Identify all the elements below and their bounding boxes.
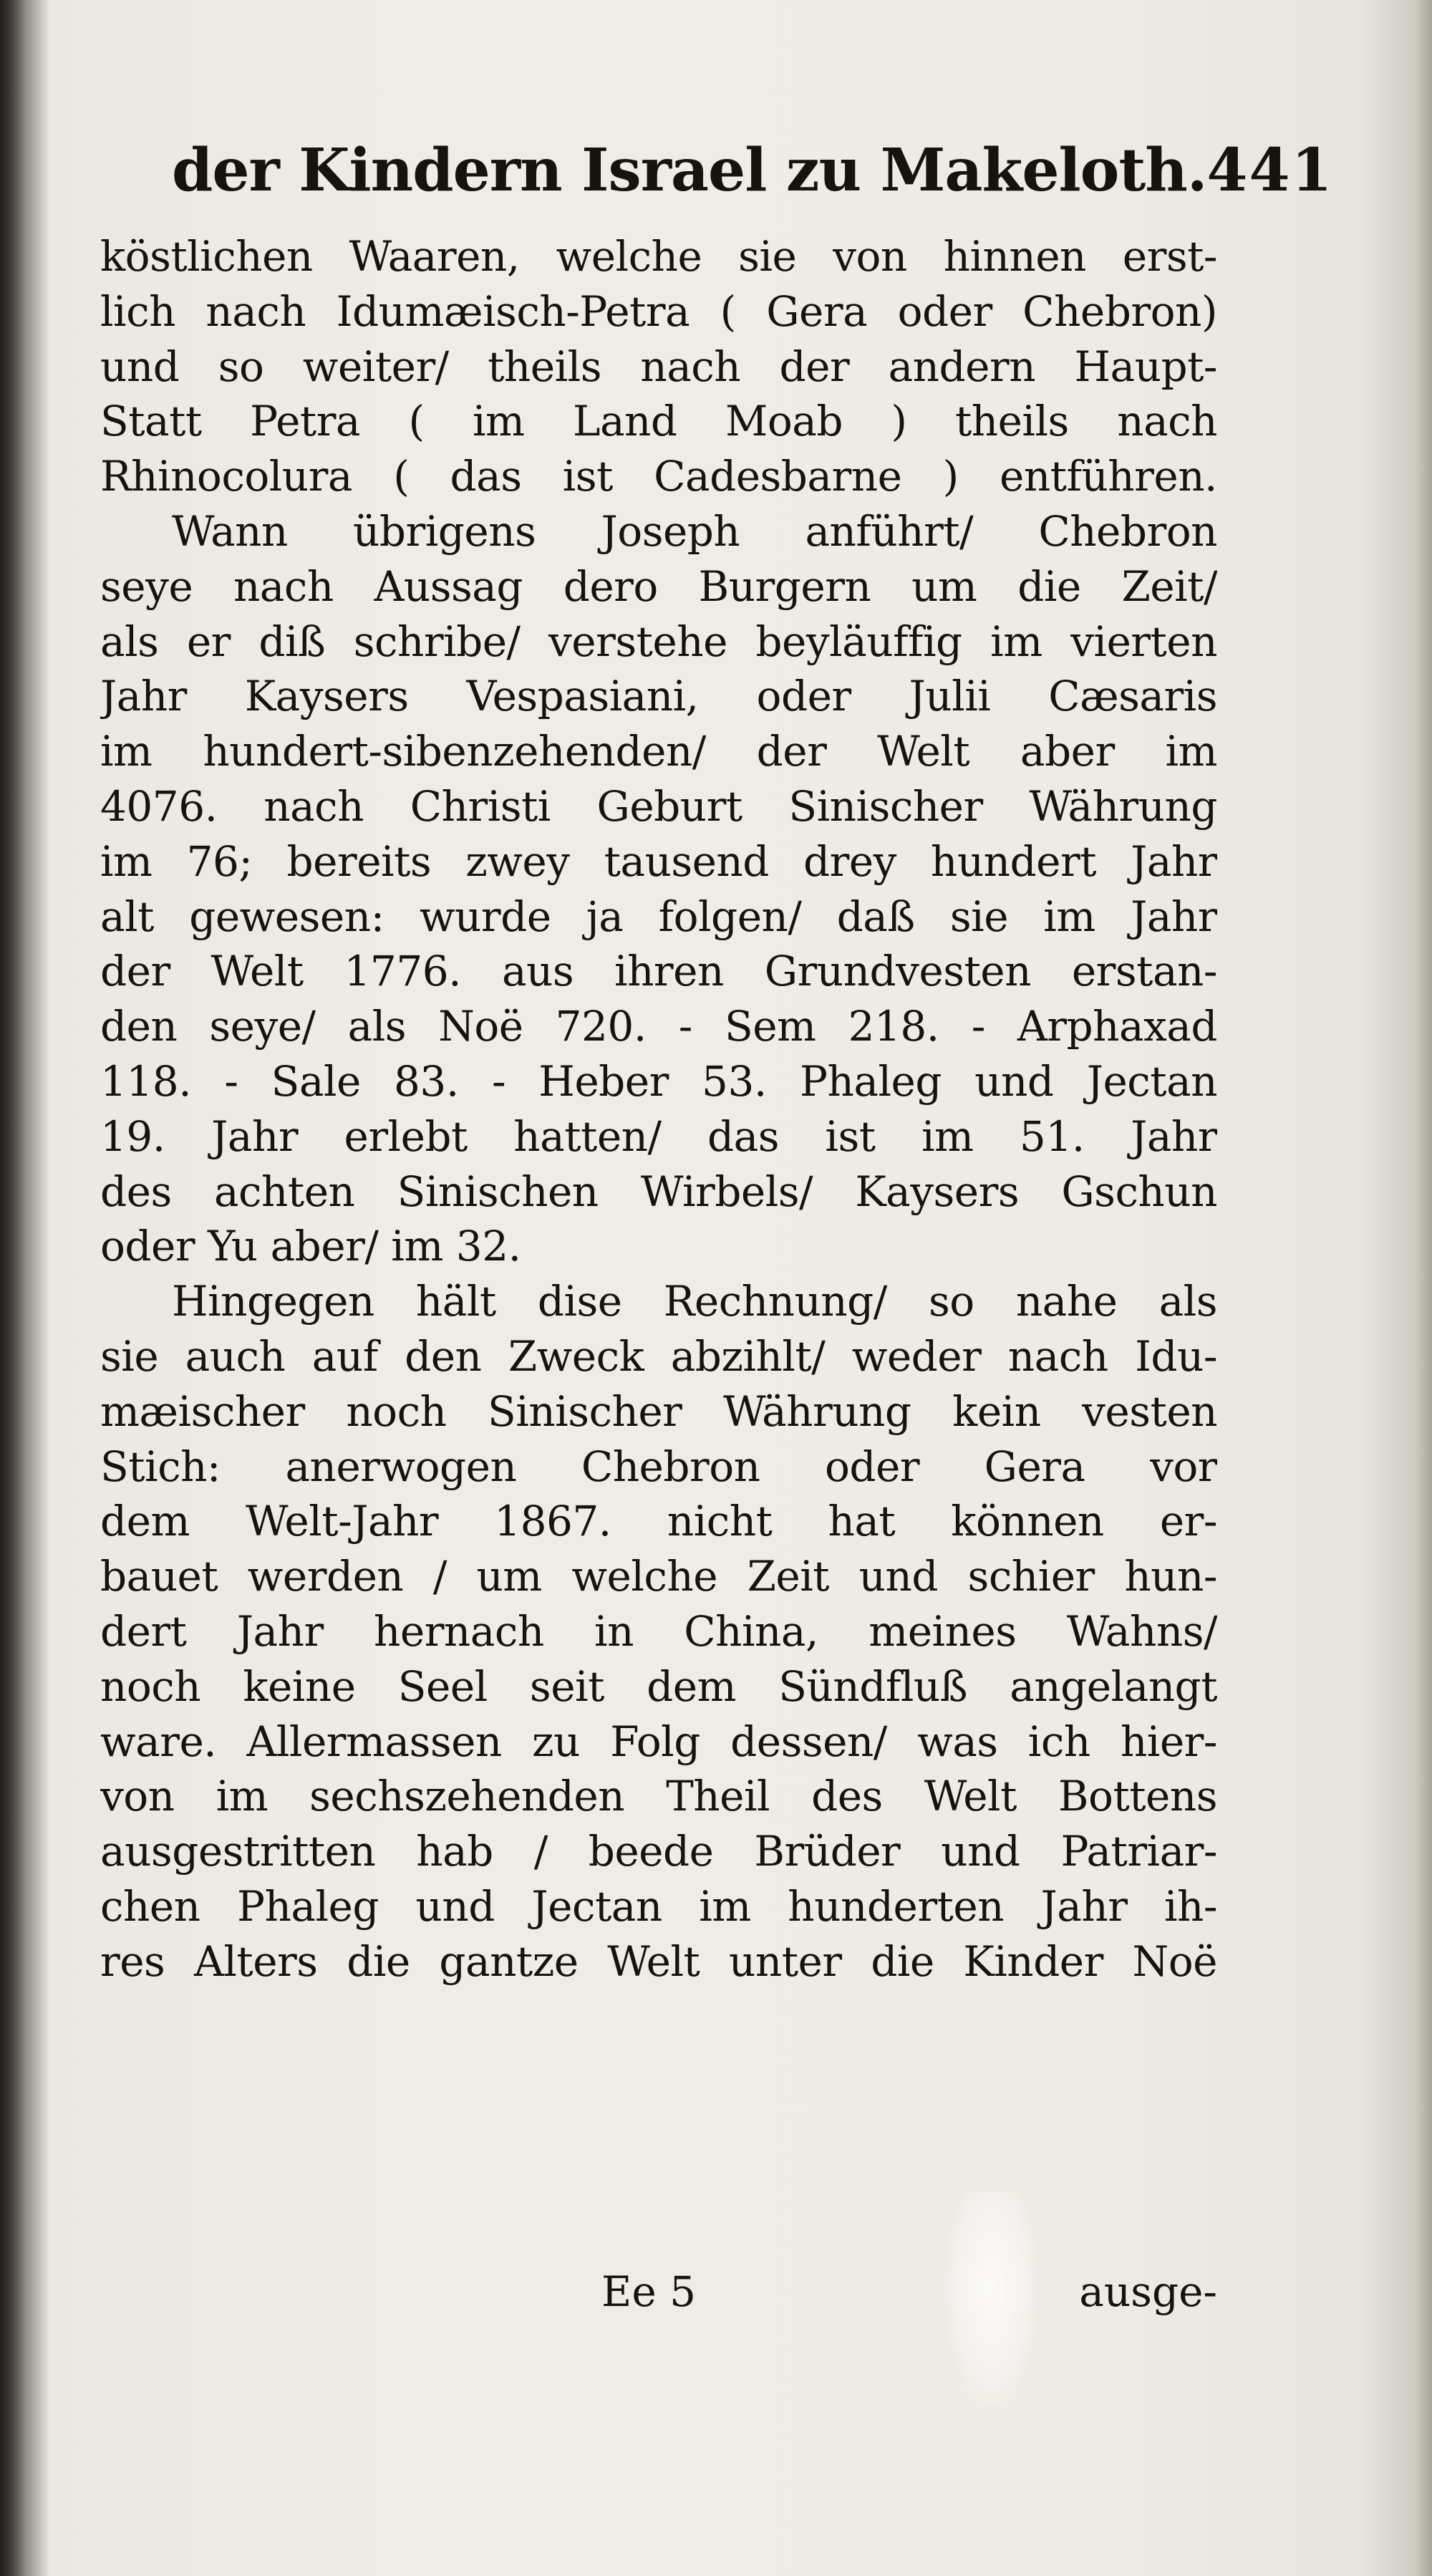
text-line: lich nach Idumæisch-Petra ( Gera oder Chebron) [100, 286, 1217, 336]
text-line: der Welt 1776. aus ihren Grundvesten erstan- [100, 947, 1217, 996]
text-line: sie auch auf den Zweck abzihlt/ weder nach Idu- [100, 1331, 1217, 1381]
text-line: köstlichen Waaren, welche sie von hinnen erst- [100, 232, 1217, 281]
running-title: der Kindern Israel zu Makeloth. [172, 136, 1207, 205]
text-line: 19. Jahr erlebt hatten/ das ist im 51. Jahr [100, 1111, 1217, 1161]
text-line: chen Phaleg und Jectan im hunderten Jahr ih- [100, 1881, 1217, 1931]
text-line: Hingegen hält dise Rechnung/ so nahe als [172, 1277, 1217, 1326]
text-line: oder Yu aber/ im 32. [100, 1222, 521, 1271]
text-line: und so weiter/ theils nach der andern Haupt- [100, 342, 1217, 391]
text-line: alt gewesen: wurde ja folgen/ daß sie im Jahr [100, 892, 1217, 941]
text-line: ausgestritten hab / beede Brüder und Patriar- [100, 1827, 1217, 1876]
text-line: mæischer noch Sinischer Währung kein vesten [100, 1386, 1217, 1436]
text-line: Stich: anerwogen Chebron oder Gera vor [100, 1442, 1217, 1491]
text-line: dert Jahr hernach in China, meines Wahns/ [100, 1606, 1217, 1656]
text-line: als er diß schribe/ verstehe beyläuffig im vierten [100, 617, 1217, 666]
text-line: ware. Allermassen zu Folg dessen/ was ich hier- [100, 1717, 1217, 1766]
text-line: des achten Sinischen Wirbels/ Kaysers Gschun [100, 1167, 1217, 1216]
paper-tear-damage [945, 2191, 1038, 2406]
text-line: von im sechszehenden Theil des Welt Bottens [100, 1772, 1217, 1821]
text-line: 118. - Sale 83. - Heber 53. Phaleg und Jectan [100, 1056, 1217, 1106]
binding-gutter-shadow [0, 0, 50, 2576]
text-line: 4076. nach Christi Geburt Sinischer Währung [100, 781, 1217, 831]
text-line: im hundert-sibenzehenden/ der Welt aber im [100, 727, 1217, 776]
text-line: bauet werden / um welche Zeit und schier hun- [100, 1552, 1217, 1601]
text-line: noch keine Seel seit dem Sündfluß angelangt [100, 1661, 1217, 1711]
text-line: seye nach Aussag dero Burgern um die Zeit/ [100, 561, 1217, 611]
text-line: den seye/ als Noë 720. - Sem 218. - Arphaxad [100, 1002, 1217, 1051]
book-page [100, 115, 1334, 2435]
text-line: Jahr Kaysers Vespasiani, oder Julii Cæsaris [100, 672, 1217, 721]
footer-line [100, 2263, 1217, 2320]
running-head [172, 136, 1334, 222]
signature-mark: Ee 5 [601, 2267, 697, 2316]
text-line: Statt Petra ( im Land Moab ) theils nach [100, 397, 1217, 446]
page-number: 441 [1206, 136, 1334, 205]
body-text [100, 229, 1217, 1989]
catchword: ausge- [1079, 2267, 1217, 2316]
text-line: im 76; bereits zwey tausend drey hundert Jahr [100, 836, 1217, 886]
text-line: Wann übrigens Joseph anführt/ Chebron [172, 506, 1217, 556]
text-line: Rhinocolura ( das ist Cadesbarne ) entführen. [100, 452, 1217, 501]
text-line: res Alters die gantze Welt unter die Kinder Noë [100, 1936, 1217, 1986]
text-line: dem Welt-Jahr 1867. nicht hat können er- [100, 1497, 1217, 1546]
